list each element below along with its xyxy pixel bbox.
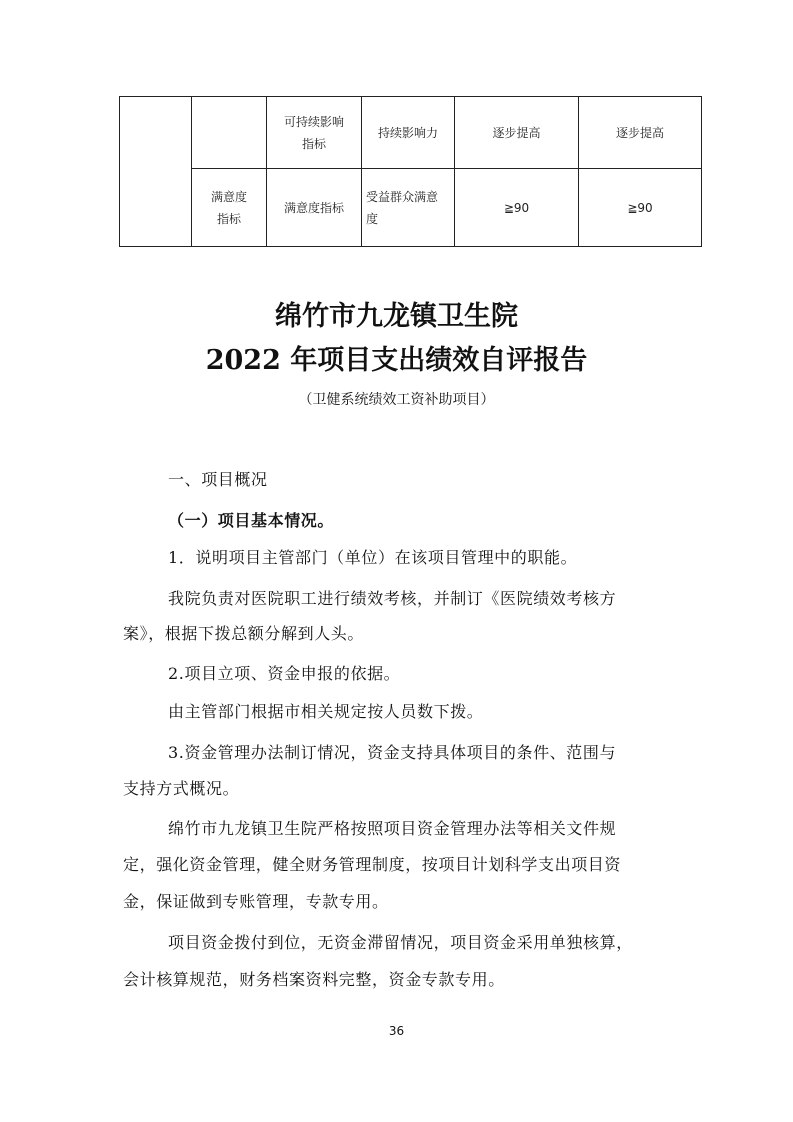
table-cell: 持续影响力 <box>362 97 455 169</box>
paragraph-line: 我院负责对医院职工进行绩效考核，并制订《医院绩效考核方 <box>168 589 617 608</box>
paragraph-line: 3.资金管理办法制订情况，资金支持具体项目的条件、范围与 <box>168 743 617 762</box>
document-subtitle: （卫健系统绩效工资补助项目） <box>298 392 495 408</box>
section-heading: 一、项目概况 <box>168 470 268 489</box>
paragraph-line: 由主管部门根据市相关规定按人员数下拨。 <box>168 702 484 721</box>
table-row <box>120 97 702 169</box>
performance-indicator-table <box>119 96 702 247</box>
table-row <box>120 169 702 247</box>
table-cell: 满意度指标 <box>267 169 362 247</box>
table-cell-empty <box>192 97 267 169</box>
table-cell: 受益群众满意 度 <box>362 169 455 247</box>
paragraph-line: 会计核算规范，财务档案资料完整，资金专款专用。 <box>123 970 505 989</box>
paragraph-line: 支持方式概况。 <box>123 779 240 798</box>
paragraph-line: 金，保证做到专账管理，专款专用。 <box>123 892 389 911</box>
page-number: 36 <box>388 1024 405 1038</box>
table-cell-empty <box>120 97 192 247</box>
paragraph-line: 2.项目立项、资金申报的依据。 <box>168 664 401 683</box>
table-cell: 满意度 指标 <box>192 169 267 247</box>
table-cell: ≧90 <box>455 169 579 247</box>
paragraph-line: 1．说明项目主管部门（单位）在该项目管理中的职能。 <box>168 548 578 567</box>
paragraph-line: 定，强化资金管理，健全财务管理制度，按项目计划科学支出项目资 <box>123 855 622 874</box>
subsection-heading: （一）项目基本情况。 <box>168 511 335 530</box>
table-cell: ≧90 <box>579 169 702 247</box>
table-cell: 可持续影响 指标 <box>267 97 362 169</box>
document-title-line1: 绵竹市九龙镇卫生院 <box>275 301 518 332</box>
table-cell: 逐步提高 <box>579 97 702 169</box>
document-title-line2: 2022 年项目支出绩效自评报告 <box>205 345 588 376</box>
table-cell: 逐步提高 <box>455 97 579 169</box>
paragraph-line: 案》，根据下拨总额分解到人头。 <box>123 624 365 643</box>
paragraph-line: 项目资金拨付到位，无资金滞留情况，项目资金采用单独核算， <box>168 933 633 952</box>
paragraph-line: 绵竹市九龙镇卫生院严格按照项目资金管理办法等相关文件规 <box>168 819 617 838</box>
